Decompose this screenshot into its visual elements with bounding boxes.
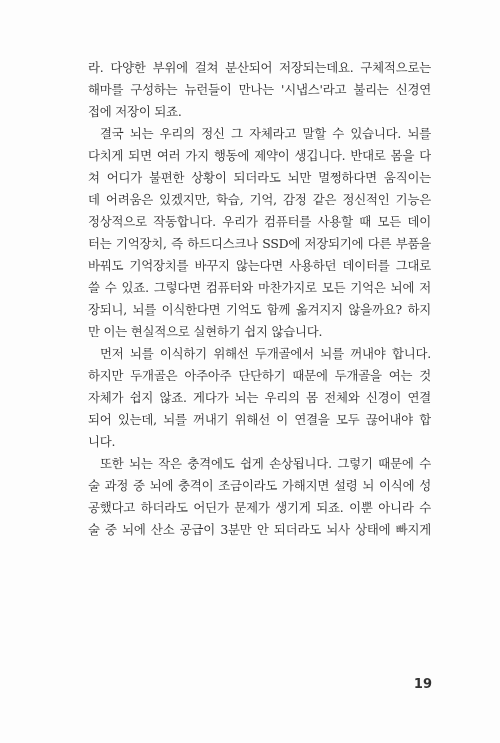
text-line: 데 어려움은 있겠지만, 학습, 기억, 감정 같은 정신적인 기능은 bbox=[88, 192, 431, 207]
paragraph-first-line: 결국 뇌는 우리의 정신 그 자체라고 말할 수 있습니다. 뇌를 bbox=[100, 126, 431, 141]
text-line: 쳐 어디가 불편한 상황이 되더라도 뇌만 멀쩡하다면 움직이는 bbox=[88, 170, 431, 185]
text-line: 정상적으로 작동합니다. 우리가 컴퓨터를 사용할 때 모든 데이 bbox=[88, 214, 431, 229]
text-line: 바꿔도 기억장치를 바꾸지 않는다면 사용하던 데이터를 그대로 bbox=[88, 258, 431, 273]
text-line: 해마를 구성하는 뉴런들이 만나는 '시냅스'라고 불리는 신경연 bbox=[88, 82, 431, 97]
text-line: 술 과정 중 뇌에 충격이 조금이라도 가해지면 설령 뇌 이식에 성 bbox=[88, 478, 431, 493]
text-line: 자체가 쉽지 않죠. 게다가 뇌는 우리의 몸 전체와 신경이 연결 bbox=[88, 390, 431, 405]
text-line: 장되니, 뇌를 이식한다면 기억도 함께 옮겨지지 않을까요? 하지 bbox=[88, 302, 431, 317]
text-line: 공했다고 하더라도 어딘가 문제가 생기게 되죠. 이뿐 아니라 수 bbox=[88, 500, 431, 515]
paragraph-first-line: 또한 뇌는 작은 충격에도 쉽게 손상됩니다. 그렇기 때문에 수 bbox=[100, 456, 431, 471]
text-line: 하지만 두개골은 아주아주 단단하기 때문에 두개골을 여는 것 bbox=[88, 368, 431, 383]
text-line: 다치게 되면 여러 가지 행동에 제약이 생깁니다. 반대로 몸을 다 bbox=[88, 148, 431, 163]
text-line: 터는 기억장치, 즉 하드디스크나 SSD에 저장되기에 다른 부품을 bbox=[88, 236, 431, 251]
text-line: 니다. bbox=[88, 434, 116, 449]
text-line: 만 이는 현실적으로 실현하기 쉽지 않습니다. bbox=[88, 324, 323, 339]
page-number: 19 bbox=[413, 677, 432, 692]
text-line: 되어 있는데, 뇌를 꺼내기 위해선 이 연결을 모두 끊어내야 합 bbox=[88, 412, 431, 427]
paragraph-first-line: 먼저 뇌를 이식하기 위해선 두개골에서 뇌를 꺼내야 합니다. bbox=[100, 346, 431, 361]
text-line: 쓸 수 있죠. 그렇다면 컴퓨터와 마찬가지로 모든 기억은 뇌에 저 bbox=[88, 280, 431, 295]
text-line: 술 중 뇌에 산소 공급이 3분만 안 되더라도 뇌사 상태에 빠지게 bbox=[88, 522, 431, 537]
text-line: 접에 저장이 되죠. bbox=[88, 104, 182, 119]
body-text bbox=[88, 57, 431, 541]
text-line: 라. 다양한 부위에 걸쳐 분산되어 저장되는데요. 구체적으로는 bbox=[88, 60, 431, 75]
